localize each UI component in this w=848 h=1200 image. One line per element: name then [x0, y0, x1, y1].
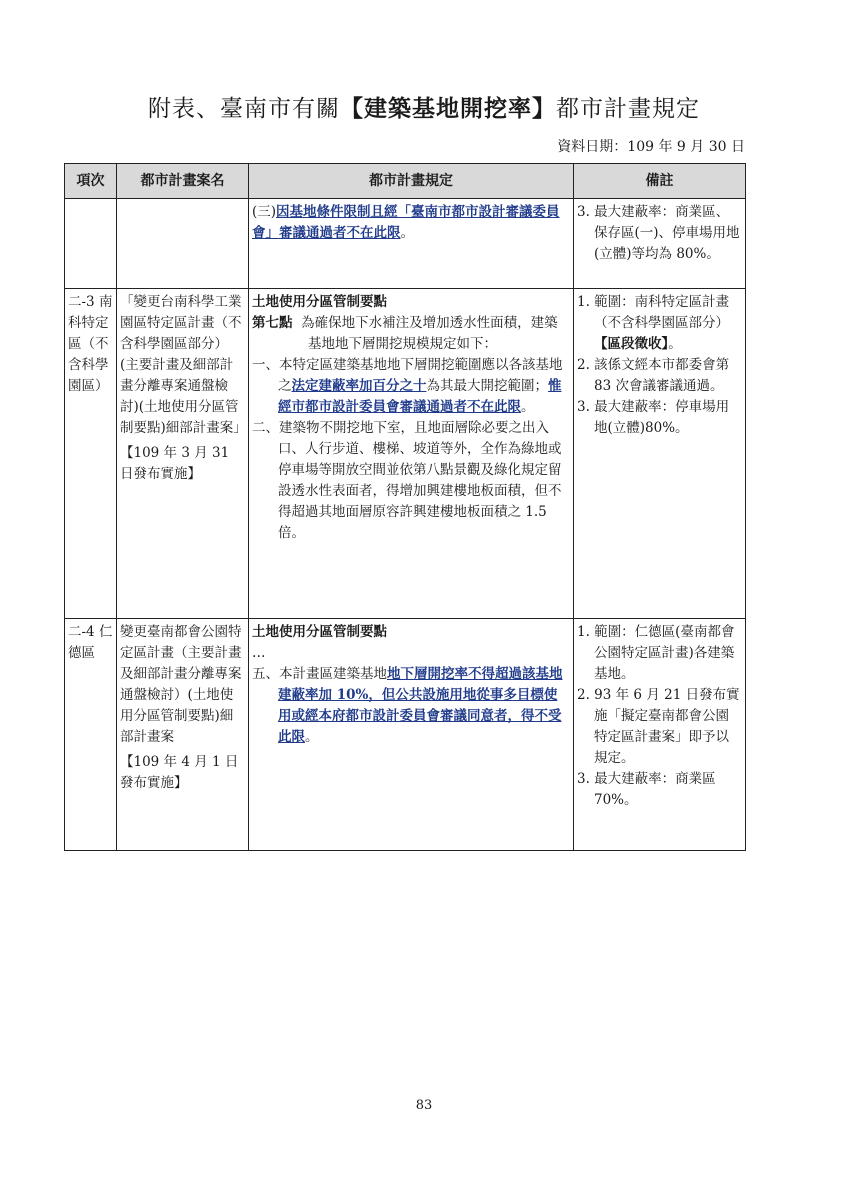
- cell-item: 二-4 仁德區: [65, 619, 117, 851]
- cell-note: 1. 範圍：南科特定區計畫（不含科學園區部分）【區段徵收】。 2. 該係文經本市都委會第 83 次會議審議通過。 3. 最大建蔽率：停車場用地(立體)80%。: [574, 289, 746, 619]
- regulation-table: [64, 163, 746, 851]
- header-item: 項次: [65, 164, 117, 199]
- table-row: [65, 199, 746, 289]
- cell-item: [65, 199, 117, 289]
- table-row: [65, 619, 746, 851]
- header-regulation: 都市計畫規定: [249, 164, 574, 199]
- cell-regulation: 土地使用分區管制要點 … 五、本計畫區建築基地地下層開挖率不得超過該基地建蔽率加 10%，但公共設施用地從事多目標使用或經本府都市設計委員會審議同意者，得不受此限。: [249, 619, 574, 851]
- cell-item: 二-3 南科特定區（不含科學園區）: [65, 289, 117, 619]
- table-header-row: [65, 164, 746, 199]
- page-title: 附表、臺南市有關【建築基地開挖率】都市計畫規定: [148, 95, 700, 122]
- cell-note: 1. 範圍：仁德區(臺南都會公園特定區計畫)各建築基地。 2. 93 年 6 月 21 日發布實施「擬定臺南都會公園特定區計畫案」即予以規定。 3. 最大建蔽率：商業區 70%。: [574, 619, 746, 851]
- page-number: 83: [415, 1098, 433, 1113]
- cell-note: 3. 最大建蔽率：商業區、保存區(一)、停車場用地(立體)等均為 80%。: [574, 199, 746, 289]
- table-row: [65, 289, 746, 619]
- header-note: 備註: [574, 164, 746, 199]
- data-date: 資料日期：109 年 9 月 30 日: [557, 139, 745, 155]
- header-plan-name: 都市計畫案名: [117, 164, 249, 199]
- cell-regulation: 土地使用分區管制要點 第七點 為確保地下水補注及增加透水性面積，建築基地地下層開挖規模規定如下： 一、本特定區建築基地地下層開挖範圍應以各該基地之法定建蔽率加百分之十為其最大開挖範圍；惟經市都市設計委員會審議通過者不在此限。 二、建築物不開挖地下室，且地面層除必要之出入口、人行步道、樓梯、坡道等外，全作為綠地或停車場等開放空間並依第八點景觀及綠化規定留設透水性表面者，得增加興建樓地板面積，但不得超過其地面層原容許興建樓地板面積之 1.5 倍。: [249, 289, 574, 619]
- cell-regulation: (三)因基地條件限制且經「臺南市都市設計審議委員會」審議通過者不在此限。: [249, 199, 574, 289]
- cell-plan: [117, 199, 249, 289]
- cell-plan: 「變更台南科學工業園區特定區計畫（不含科學園區部分）(主要計畫及細部計畫分離專案通盤檢討)(土地使用分區管制要點)細部計畫案」 【109 年 3 月 31 日發布實施】: [117, 289, 249, 619]
- cell-plan: 變更臺南都會公園特定區計畫（主要計畫及細部計畫分離專案通盤檢討）(土地使用分區管制要點)細部計畫案 【109 年 4 月 1 日發布實施】: [117, 619, 249, 851]
